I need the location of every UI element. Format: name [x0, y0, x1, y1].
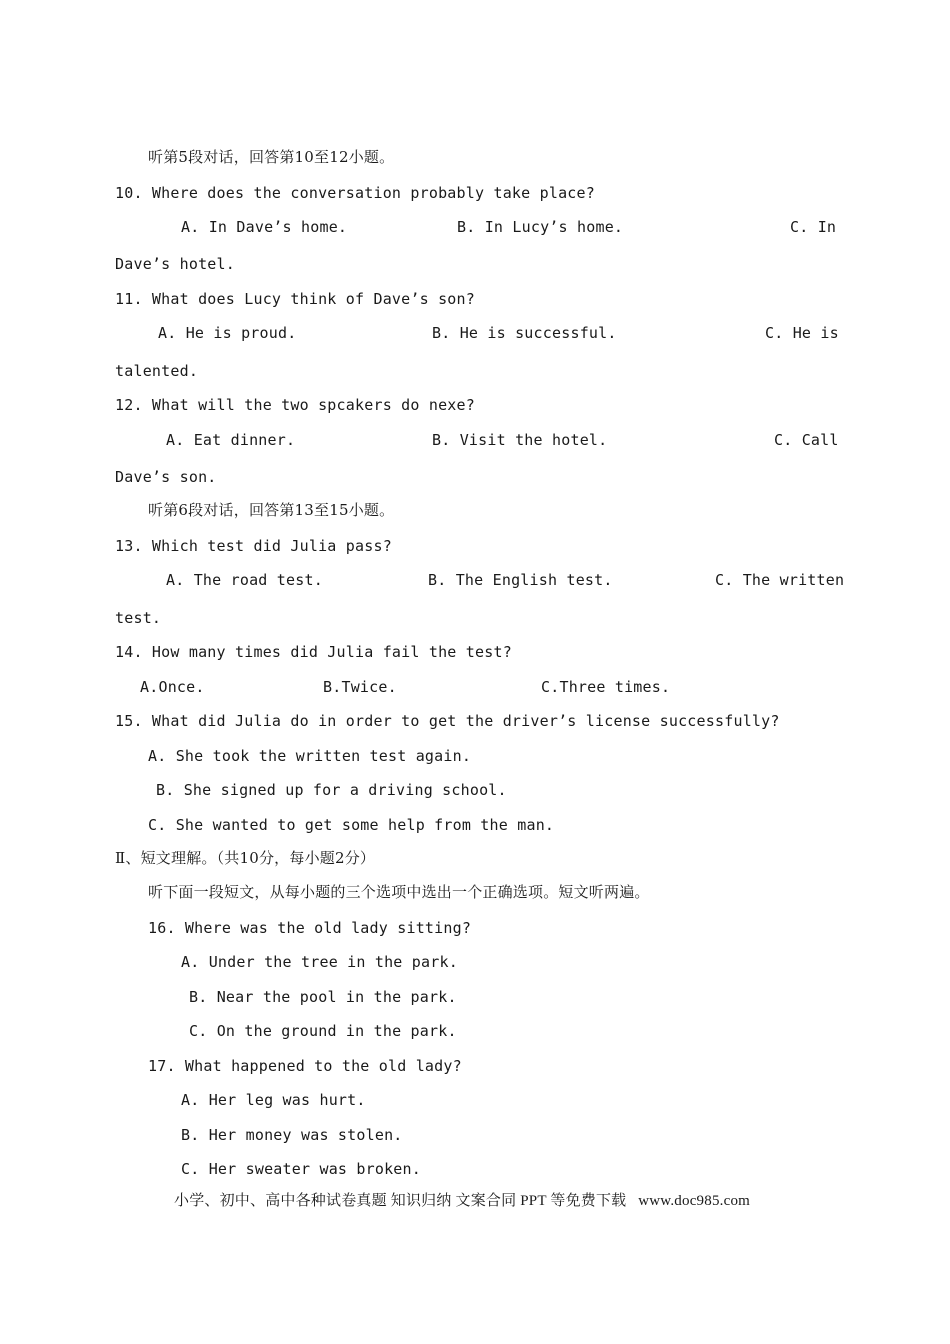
question-10-option-b: B. In Lucy’s home.	[457, 218, 624, 236]
question-12-option-b: B. Visit the hotel.	[432, 431, 608, 449]
question-17-stem: 17. What happened to the old lady?	[148, 1057, 462, 1075]
question-13-option-b: B. The English test.	[428, 571, 613, 589]
question-17-option-b: B. Her money was stolen.	[181, 1126, 403, 1144]
question-12-stem: 12. What will the two spcakers do nexe?	[115, 396, 475, 414]
question-17-option-c: C. Her sweater was broken.	[181, 1160, 421, 1178]
question-13-option-c-continued: test.	[115, 609, 162, 627]
part-2-instruction: 听下面一段短文，从每小题的三个选项中选出一个正确选项。短文听两遍。	[148, 883, 650, 901]
question-11-option-a: A. He is proud.	[158, 324, 297, 342]
question-10-stem: 10. Where does the conversation probably take place?	[115, 184, 595, 202]
question-11-option-c-continued: talented.	[115, 362, 199, 380]
question-12-option-c-continued: Dave’s son.	[115, 468, 217, 486]
question-16-option-c: C. On the ground in the park.	[189, 1022, 457, 1040]
question-16-option-b: B. Near the pool in the park.	[189, 988, 457, 1006]
question-15-option-b: B. She signed up for a driving school.	[156, 781, 507, 799]
question-11-option-c: C. He is	[765, 324, 839, 342]
part-2-title: Ⅱ、短文理解。（共10分，每小题2分）	[115, 849, 376, 867]
question-14-stem: 14. How many times did Julia fail the test?	[115, 643, 512, 661]
question-13-stem: 13. Which test did Julia pass?	[115, 537, 392, 555]
question-16-stem: 16. Where was the old lady sitting?	[148, 919, 472, 937]
question-10-option-c-continued: Dave’s hotel.	[115, 255, 235, 273]
question-12-option-c: C. Call	[774, 431, 839, 449]
question-11-option-b: B. He is successful.	[432, 324, 617, 342]
question-14-option-b: B.Twice.	[323, 678, 397, 696]
page-footer: 小学、初中、高中各种试卷真题 知识归纳 文案合同 PPT 等免费下载 www.doc985.com	[174, 1193, 751, 1209]
question-14-option-c: C.Three times.	[541, 678, 671, 696]
question-15-option-a: A. She took the written test again.	[148, 747, 472, 765]
question-17-option-a: A. Her leg was hurt.	[181, 1091, 366, 1109]
question-12-option-a: A. Eat dinner.	[166, 431, 296, 449]
question-10-option-c: C. In	[790, 218, 837, 236]
question-14-option-a: A.Once.	[140, 678, 205, 696]
question-15-option-c: C. She wanted to get some help from the man.	[148, 816, 555, 834]
section-heading-dialogue-6: 听第6段对话，回答第13至15小题。	[148, 501, 395, 519]
question-15-stem: 15. What did Julia do in order to get the driver’s license successfully?	[115, 712, 780, 730]
question-16-option-a: A. Under the tree in the park.	[181, 953, 458, 971]
question-13-option-a: A. The road test.	[166, 571, 323, 589]
section-heading-dialogue-5: 听第5段对话，回答第10至12小题。	[148, 148, 395, 166]
question-11-stem: 11. What does Lucy think of Dave’s son?	[115, 290, 475, 308]
question-10-option-a: A. In Dave’s home.	[181, 218, 348, 236]
question-13-option-c: C. The written	[715, 571, 845, 589]
